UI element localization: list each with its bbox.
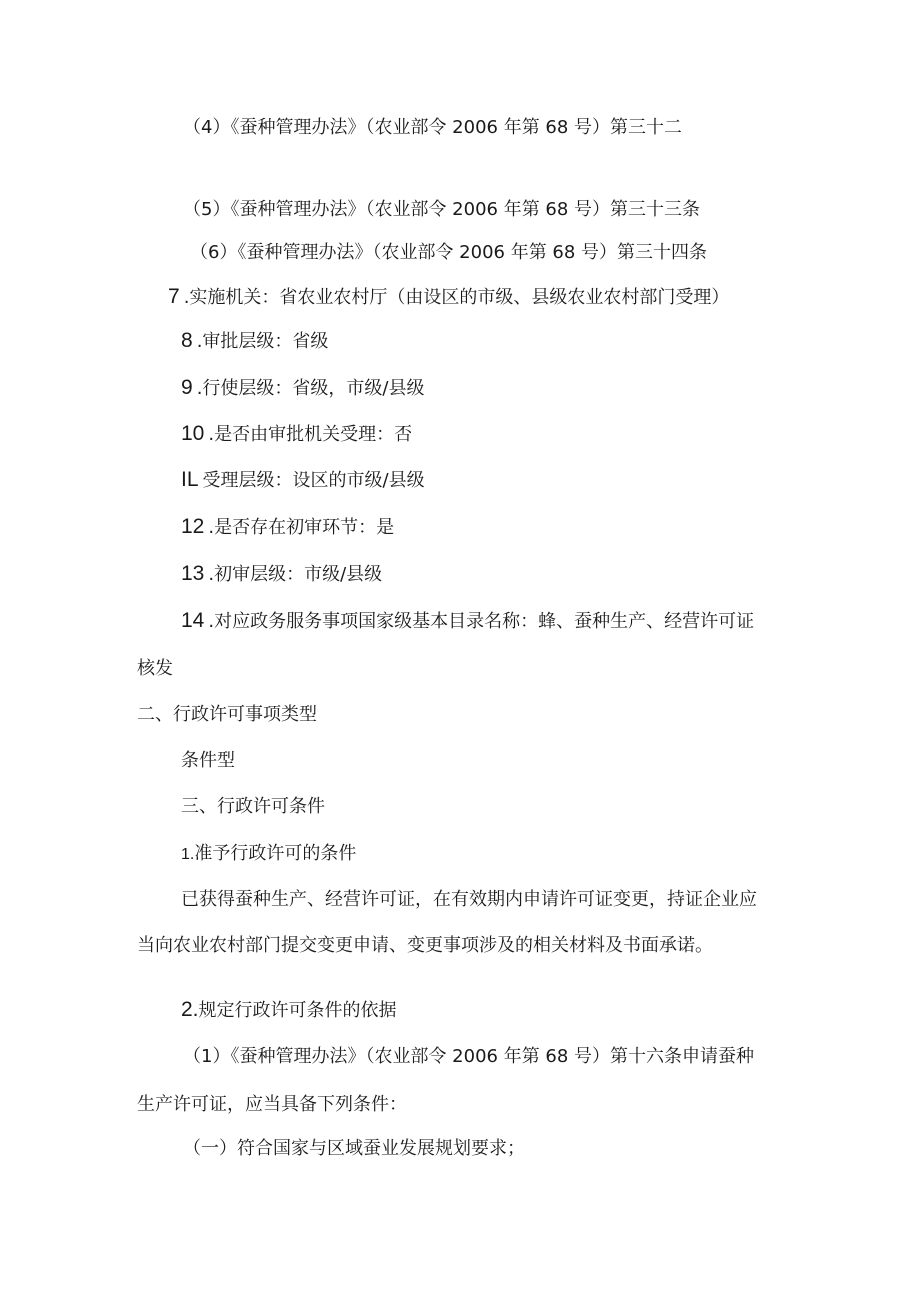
subsection-title: 规定行政许可条件的依据: [198, 1000, 397, 1021]
section-2-value: 条件型: [181, 750, 235, 771]
item-7: [168, 285, 729, 310]
basis-line-6: （6）《蚕种管理办法》（农业部令 2006 年第 68 号）第三十四条: [190, 242, 708, 263]
paragraph-2-line-1: （1）《蚕种管理办法》（农业部令 2006 年第 68 号）第十六条申请蚕种: [183, 1046, 755, 1067]
item-text: .初审层级：市级/县级: [208, 564, 383, 585]
item-text: .审批层级：省级: [196, 331, 329, 352]
paragraph-2-line-2: 生产许可证，应当具备下列条件：: [137, 1094, 407, 1115]
basis-line-4: （4）《蚕种管理办法》（农业部令 2006 年第 68 号）第三十二: [183, 117, 683, 138]
subsection-number: 2.: [181, 998, 199, 1021]
item-text: .是否存在初审环节：是: [208, 517, 395, 538]
paragraph-1-line-2: 当向农业农村部门提交变更申请、变更事项涉及的相关材料及书面承诺。: [137, 935, 713, 956]
subsection-2: [181, 998, 397, 1023]
item-12: [181, 515, 394, 540]
item-number: 8: [181, 329, 193, 352]
item-13: [181, 562, 382, 587]
condition-1: （一）符合国家与区域蚕业发展规划要求；: [183, 1138, 525, 1159]
subsection-1: [181, 842, 356, 867]
item-text: .是否由审批机关受理：否: [208, 424, 413, 445]
item-text: .实施机关：省农业农村厅（由设区的市级、县级农业农村部门受理）: [183, 287, 730, 308]
basis-line-5: （5）《蚕种管理办法》（农业部令 2006 年第 68 号）第三十三条: [183, 199, 701, 220]
item-14-continuation: 核发: [137, 658, 173, 679]
section-2-heading: 二、行政许可事项类型: [137, 704, 317, 725]
item-text: 受理层级：设区的市级/县级: [202, 470, 425, 491]
subsection-number: 1.: [181, 846, 195, 863]
item-number: 7: [168, 285, 180, 308]
paragraph-1-line-1: 已获得蚕种生产、经营许可证，在有效期内申请许可证变更，持证企业应: [181, 889, 757, 910]
item-text: .对应政务服务事项国家级基本目录名称：蜂、蚕种生产、经营许可证: [208, 611, 755, 632]
item-number: IL: [181, 468, 199, 491]
item-number: 12: [181, 515, 205, 538]
item-number: 10: [181, 422, 205, 445]
subsection-title: 准予行政许可的条件: [194, 843, 357, 864]
item-number: 13: [181, 562, 205, 585]
section-3-heading: 三、行政许可条件: [181, 796, 325, 817]
item-text: .行使层级：省级，市级/县级: [196, 378, 425, 399]
item-10: [181, 422, 412, 447]
item-11: [181, 468, 425, 493]
item-8: [181, 329, 328, 354]
item-14: [181, 609, 754, 634]
item-number: 9: [181, 376, 193, 399]
item-9: [181, 376, 424, 401]
item-number: 14: [181, 609, 205, 632]
